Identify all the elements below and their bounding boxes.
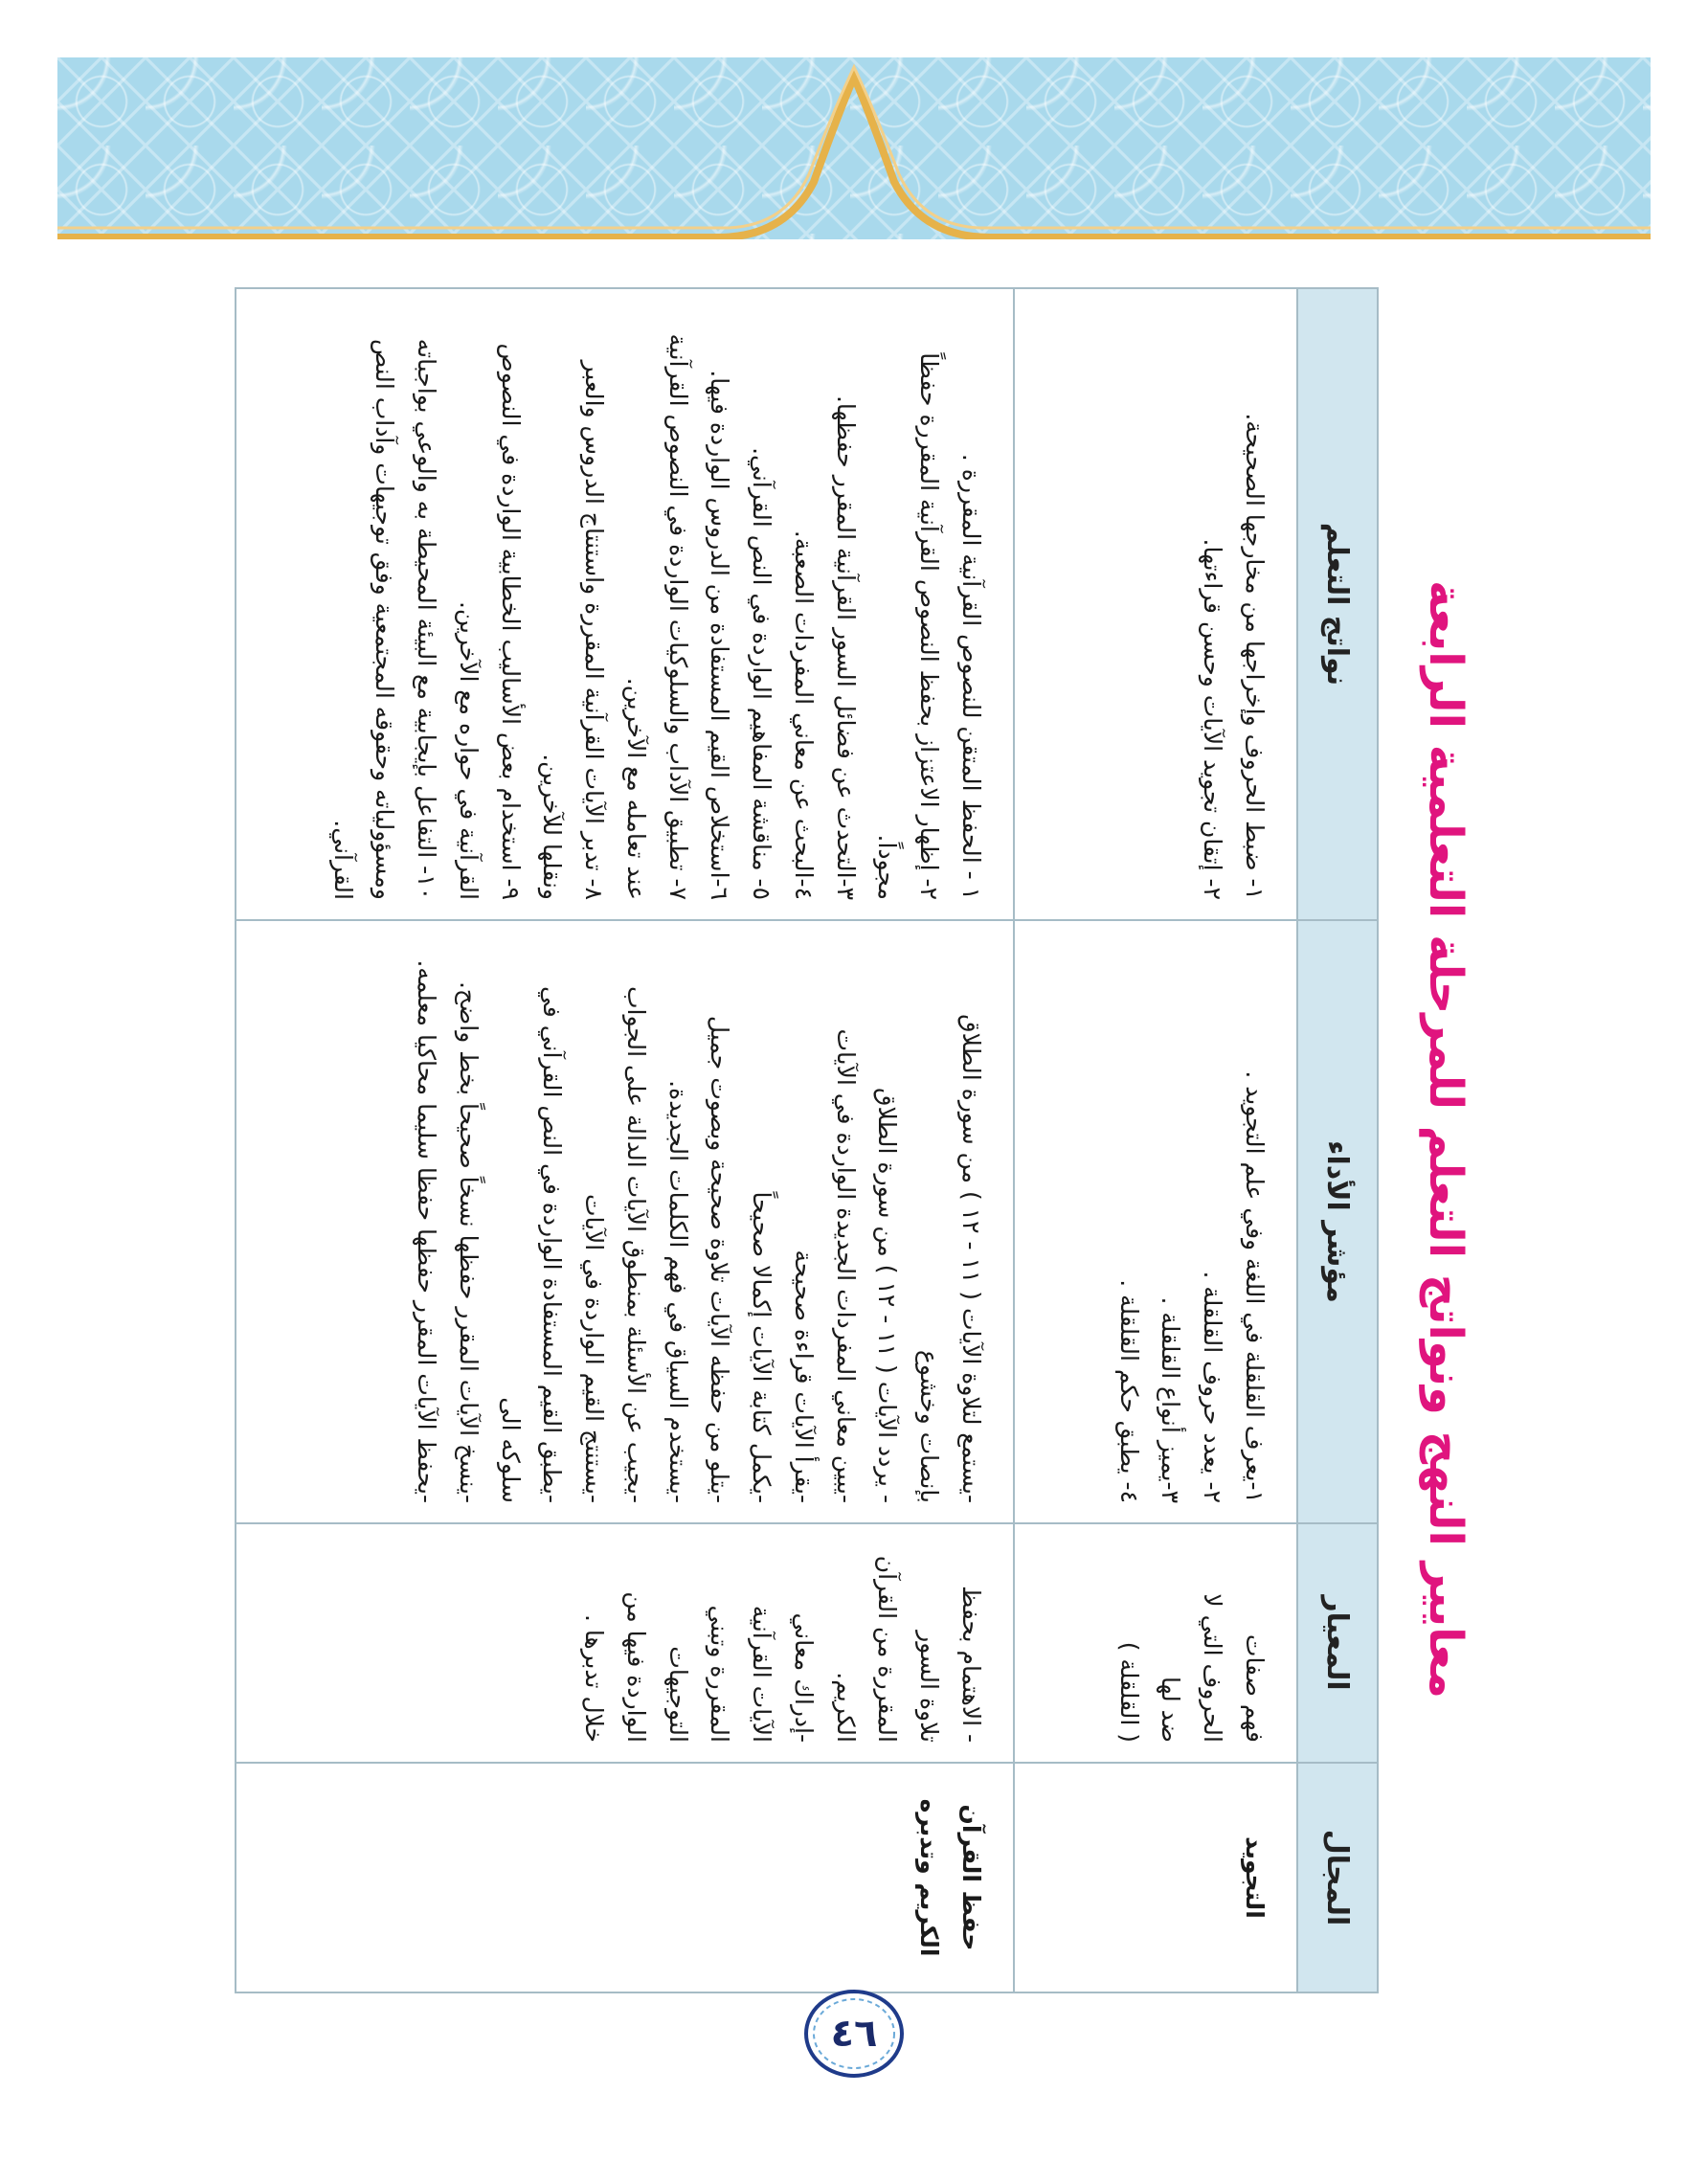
field-text: حفظ القرآن الكريم وتدبره	[915, 1798, 985, 1957]
standard-line: فهم صفات	[1241, 1633, 1269, 1743]
indicator-line: -يستمع لتلاوة الآيات ( ١١ - ١٢ ) من سورة الطلاق بإنصات وخشوع	[915, 1014, 985, 1503]
outcomes-cell	[1014, 288, 1297, 920]
indicators-cell	[236, 920, 1014, 1523]
standard-line: الكريم.	[831, 1672, 860, 1743]
outcome-line: ٦-استخلاص القيم المستفادة من الدروس الواردة فيها.	[706, 370, 734, 900]
indicator-line: -يستنتج القيم الواردة في الآيات	[580, 1193, 609, 1503]
indicator-line: -يحفظ الآيات المقرر حفظها حفظا سليما محاكيا معلمه.	[413, 959, 441, 1503]
indicator-line: -ينسخ الآيات المقرر حفظها نسخاً صحيحاً بخط واضح.	[455, 980, 483, 1503]
outcome-line: ٩- استخدام بعض الأساليب الخطابية الواردة في النصوص القرآنية في حواره مع الآخرين.	[455, 343, 525, 900]
outcome-line: ٢- إظهار الاعتزاز بحفظ النصوص القرآنية المقررة حفظاً مجوداً.	[873, 352, 944, 900]
table-row	[236, 288, 1014, 1992]
page-number: ٤٦	[830, 2012, 878, 2056]
indicator-line: -يجيب عن الأسئلة بمنطوق الآيات الدالة على الجواب	[622, 985, 650, 1503]
standard-line: تلاوة السور	[915, 1631, 944, 1743]
indicator-line: -يكمل كتابة الآيات إكمالا صحيحاً	[748, 1191, 776, 1503]
standard-line: المقررة وتبني	[706, 1605, 734, 1743]
outcome-line: ٣-التحدث عن فضائل السور القرآنية المقرر حفظها.	[831, 394, 860, 900]
outcome-line: ٥- مناقشة المفاهيم الواردة في النص القرآني.	[748, 447, 776, 900]
field-text: التجويد	[1241, 1836, 1269, 1919]
standard-line: المقررة من القرآن	[873, 1555, 902, 1743]
indicator-line: -يقرأ الآيات قراءة صحيحة	[790, 1249, 818, 1503]
standard-cell	[236, 1523, 1014, 1763]
standard-line: الواردة فيها من	[622, 1591, 650, 1743]
indicators-cell	[1014, 920, 1297, 1523]
arch-ornament-icon	[57, 57, 1651, 239]
table-row	[1014, 288, 1297, 1992]
standard-line: التوجيهات	[663, 1646, 692, 1743]
standard-cell	[1014, 1523, 1297, 1763]
header-standard: المعيار	[1297, 1523, 1378, 1763]
header-outcomes: نواتج التعلم	[1297, 288, 1378, 920]
outcomes-cell	[236, 288, 1014, 920]
indicator-line: -يتلو من حفظه الآيات تلاوة صحيحة وبصوت جميل	[706, 1015, 734, 1503]
outcome-line: ١٠- التفاعل بإيجابية مع البيئة المحيطة به والوعي بواجباته ومسؤولياته وحقوقه المجتمعية وفق توجيهات وآداب النص القرآني.	[328, 338, 441, 900]
outcome-line: ٨- تدبر الآيات القرآنية المقررة واستنتاج الدروس والعبر ونقلها للآخرين.	[538, 360, 609, 900]
indicator-line: -يطبق القيم المستفادة الواردة في النص القرآني في سلوكه الى	[496, 985, 567, 1503]
outcome-line: ١ - الحفظ المتقن للنصوص القرآنية المقررة .	[957, 453, 985, 900]
field-cell	[1014, 1763, 1297, 1992]
indicator-line: ٣-يميز أنواع القلقلة .	[1157, 1296, 1185, 1503]
standard-line: الآيات القرآنية	[748, 1605, 776, 1743]
standard-line: ( القلقلة )	[1114, 1641, 1143, 1743]
standard-line: الحروف التي لا	[1199, 1593, 1227, 1743]
header-field: المجال	[1297, 1763, 1378, 1992]
indicator-line: -يستخدم السياق في فهم الكلمات الجديدة.	[663, 1080, 692, 1503]
outcome-line: ٤-البحث عن معاني المفردات الصعبة.	[790, 529, 818, 900]
standard-line: خلال تدبرها .	[580, 1613, 609, 1743]
header-indicators: مؤشر الأداء	[1297, 920, 1378, 1523]
outcome-line: ١- ضبط الحروف وإخراجها من مخارجها الصحيحة.	[1241, 413, 1269, 900]
indicator-line: - يردد الآيات ( ١١ - ١٢ ) من سورة الطلاق	[873, 1088, 902, 1503]
field-cell	[236, 1763, 1014, 1992]
standards-table	[235, 287, 1379, 1993]
rotated-page-content	[220, 287, 1484, 1992]
table-header-row	[1297, 288, 1378, 1992]
standard-line: -إدراك معاني	[790, 1612, 818, 1743]
page-title: معايير النهج ونواتج التعلم للمرحلة التعلمية الرابعة	[1419, 580, 1472, 1699]
standard-line: ضد لها	[1157, 1676, 1185, 1743]
indicator-line: ٢- يعدد حروف القلقلة .	[1199, 1271, 1227, 1503]
decorative-header-banner	[57, 57, 1651, 239]
outcome-line: ٧- تطبيق الآداب والسلوكيات الواردة في النصوص القرآنية عند تعامله مع الآخرين.	[622, 333, 692, 900]
standard-line: - الاهتمام بحفظ	[957, 1586, 985, 1743]
outcome-line: ٢- إتقان تجويد الآيات وحسن قراءتها.	[1199, 538, 1227, 900]
indicator-line: -يبين معاني المفردات الجديدة الواردة في الآيات	[831, 1028, 860, 1503]
page-number-badge	[800, 1986, 908, 2082]
indicator-line: ٤- يطبق حكم القلقلة .	[1114, 1279, 1143, 1503]
indicator-line: ١-يعرف القلقلة في اللغة وفي علم التجويد .	[1241, 1070, 1269, 1503]
